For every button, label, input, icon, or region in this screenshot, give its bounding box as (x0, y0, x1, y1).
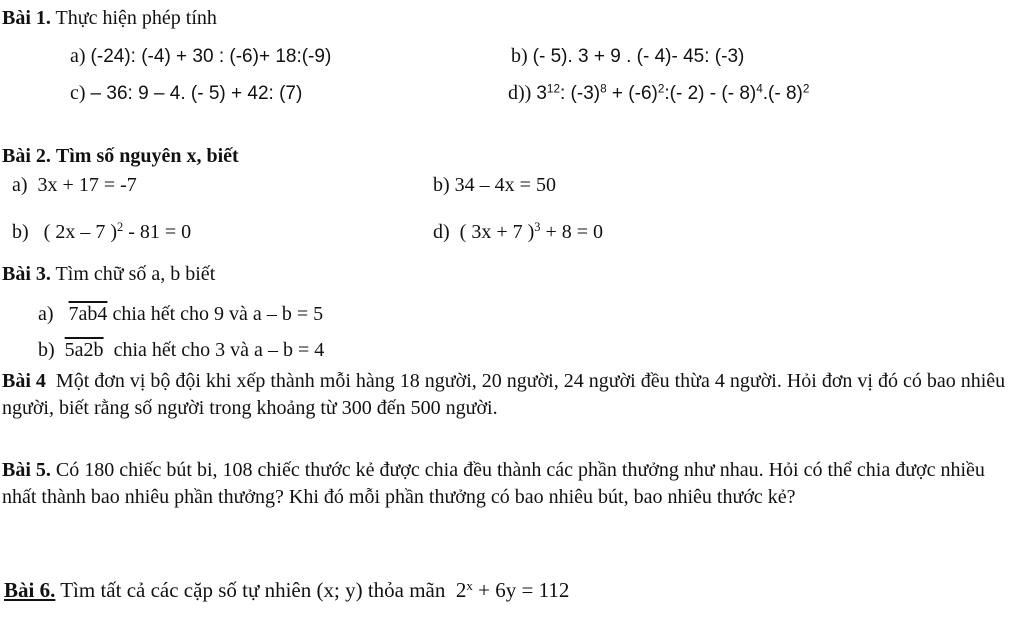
bai1-item-b (511, 44, 744, 69)
bai2-a-label: a) (12, 174, 28, 196)
bai2-b-expr: 34 – 4x = 50 (454, 174, 556, 196)
bai1-text: Thực hiện phép tính (55, 7, 217, 29)
bai1-c-expr: – 36: 9 – 4. (- 5) + 42: (7) (90, 83, 303, 104)
bai1-item-d (508, 81, 809, 106)
bai6-text: Tìm tất cả các cặp số tự nhiên (x; y) thỏa mãn (60, 578, 446, 602)
bai1-item-a (70, 44, 331, 69)
bai3-a-label: a) (38, 303, 54, 325)
bai1-d-label: d)) (508, 82, 532, 104)
bai2-c-expr: ( 2x – 7 )$^2$ - 81 = 0 (43, 220, 192, 243)
bai6-heading (4, 578, 569, 603)
bai3-heading (2, 262, 215, 286)
bai6-title: Bài 6. (4, 578, 56, 602)
bai2-d-expr: ( 3x + 7 )$^3$ + 8 = 0 (459, 220, 604, 243)
bai3-b-text: chia hết cho 3 và a – b = 4 (113, 339, 325, 361)
bai3-a-number: 7ab4 (68, 303, 108, 325)
bai2-d-label: d) (433, 221, 450, 243)
bai3-text: Tìm chữ số a, b biết (55, 263, 216, 285)
bai3-b-number: 5a2b (64, 339, 104, 361)
bai1-a-label: a) (70, 45, 86, 67)
bai5-title: Bài 5. (2, 459, 51, 481)
bai1-b-label: b) (511, 45, 528, 67)
bai3-item-a (38, 302, 323, 326)
bai4-text: Một đơn vị bộ đội khi xếp thành mỗi hàng 18 người, 20 người, 24 người đều thừa 4 người. Hỏi đơn vị đó có bao nhiêu người, biết rằng số người trong khoảng từ 300 đến 500 người. (2, 370, 1006, 419)
bai2-c-label: b) (12, 221, 29, 243)
bai3-a-text: chia hết cho 9 và a – b = 5 (112, 303, 324, 325)
bai1-b-expr: (- 5). 3 + 9 . (- 4)- 45: (-3) (532, 46, 745, 67)
bai2-text: Tìm số nguyên x, biết (55, 145, 239, 167)
bai4-paragraph (2, 368, 1020, 422)
bai2-b-label: b) (433, 174, 450, 196)
bai2-a-expr: 3x + 17 = -7 (37, 174, 137, 196)
bai2-item-b (433, 173, 556, 197)
bai3-item-b (38, 338, 324, 362)
bai2-title: Bài 2. (2, 145, 51, 167)
bai2-item-d (433, 220, 603, 244)
bai1-item-c (70, 81, 302, 106)
bai1-heading (2, 6, 217, 30)
bai2-item-a (12, 173, 137, 197)
bai2-heading (2, 144, 239, 168)
bai1-title: Bài 1. (2, 7, 51, 29)
bai3-b-label: b) (38, 339, 55, 361)
bai4-title: Bài 4 (2, 370, 46, 392)
bai1-a-expr: (-24): (-4) + 30 : (-6)+ 18:(-9) (90, 46, 332, 67)
bai3-title: Bài 3. (2, 263, 51, 285)
bai1-d-expr: $3^{12}$: $(-3)^8$ + $(-6)^2:(-$ 2) - (- 8)$^4$.(- 8)$^2$ (536, 82, 810, 104)
bai5-paragraph (2, 457, 1020, 511)
bai1-c-label: c) (70, 82, 86, 104)
bai6-equation: $2^x + 6y = 112$ (455, 577, 570, 602)
bai2-item-c (12, 220, 191, 244)
bai5-text: Có 180 chiếc bút bi, 108 chiếc thước kẻ được chia đều thành các phần thưởng như nhau. Hỏi có thể chia được nhiều nhất thành bao nhiêu phần thưởng? Khi đó mỗi phần thưởng có bao nhiêu bút, bao nhiêu thước kẻ? (2, 459, 985, 508)
